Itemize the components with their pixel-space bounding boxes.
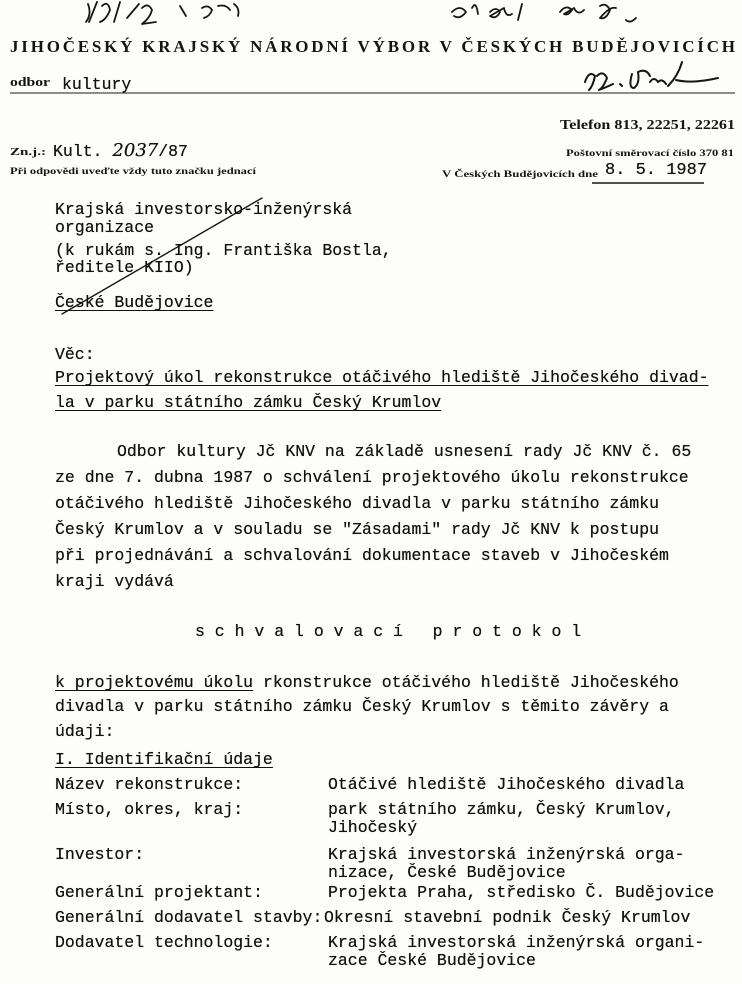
recipient-line: Krajská investorsko-inženýrská xyxy=(55,200,353,219)
ref-label: Zn.j.: xyxy=(10,147,46,158)
recipient-line: (k rukám s. Ing. Františka Bostla, xyxy=(55,241,392,260)
row-value: nizace, České Budějovice xyxy=(328,863,566,882)
intro-line: divadla v parku státního zámku Český Krumlov s těmito závěry a xyxy=(55,697,669,716)
intro-line: údaji: xyxy=(55,722,115,741)
intro-line-rest: rkonstrukce otáčivého hlediště Jihočeského xyxy=(253,673,679,692)
body-line: kraji vydává xyxy=(55,572,174,591)
telephone: Telefon 813, 22251, 22261 xyxy=(560,117,736,132)
recipient-line: organizace xyxy=(55,218,155,237)
body-line: při projednávání a schvalování dokumentace staveb v Jihočeském xyxy=(55,546,669,565)
row-value: Otáčivé hlediště Jihočeského divadla xyxy=(328,775,685,794)
protocol-title: s c h v a l o v a c í p r o t o k o l xyxy=(195,622,582,641)
row-label: Generální dodavatel stavby: xyxy=(55,908,323,927)
subject-line: Projektový úkol rekonstrukce otáčivého hlediště Jihočeského divad- xyxy=(55,368,709,387)
row-value: Krajská investorská inženýrská organi- xyxy=(328,933,705,952)
row-label: Název rekonstrukce: xyxy=(55,775,244,794)
ref-note: Při odpovědi uveďte vždy tuto značku jednací xyxy=(10,166,257,176)
postal-code: Poštovní směrovací číslo 370 81 xyxy=(566,148,735,158)
row-value: Okresní stavební podnik Český Krumlov xyxy=(324,908,691,927)
department-name: kultury xyxy=(62,75,132,94)
intro-underlined: k projektovému úkolu xyxy=(55,673,254,692)
row-value: Krajská investorská inženýrská orga- xyxy=(328,845,685,864)
body-line: Český Krumlov a v souladu se "Zásadami" rady Jč KNV k postupu xyxy=(55,520,659,539)
body-line: otáčivého hlediště Jihočeského divadla v parku státního zámku xyxy=(55,494,659,513)
recipient-line: ředitele KIIO) xyxy=(55,258,194,277)
letter-date: 8. 5. 1987 xyxy=(605,161,708,180)
subject-label: Věc: xyxy=(55,345,95,364)
ref-suffix: /87 xyxy=(158,142,188,161)
department-label: odbor xyxy=(10,74,51,89)
row-label: Generální projektant: xyxy=(55,883,263,902)
ref-number-handwritten: 2037 xyxy=(112,140,159,161)
intro-line xyxy=(55,673,679,693)
row-label: Dodavatel technologie: xyxy=(55,933,273,952)
row-label: Investor: xyxy=(55,845,145,864)
body-line: Odbor kultury Jč KNV na základě usnesení rady Jč KNV č. 65 xyxy=(117,442,692,461)
handwritten-note-top-left xyxy=(86,2,239,24)
section-heading: I. Identifikační údaje xyxy=(55,750,273,769)
row-value: Jihočeský xyxy=(328,818,418,837)
reference-number xyxy=(53,141,188,162)
recipient-city: České Budějovice xyxy=(55,293,214,312)
row-label: Místo, okres, kraj: xyxy=(55,800,244,819)
row-value: Projekta Praha, středisko Č. Budějovice xyxy=(328,883,715,902)
ref-prefix: Kult. xyxy=(53,142,113,161)
signature xyxy=(585,62,718,90)
row-value: park státního zámku, Český Krumlov, xyxy=(328,800,675,819)
body-line: ze dne 7. dubna 1987 o schválení projektového úkolu rekonstrukce xyxy=(55,468,689,487)
place-date-label: V Českých Budějovicích dne xyxy=(442,169,598,179)
handwritten-note-top-right xyxy=(452,4,636,22)
authority-heading: JIHOČESKÝ KRAJSKÝ NÁRODNÍ VÝBOR V ČESKÝCH BUDĚJOVICÍCH xyxy=(10,37,735,56)
row-value: zace České Budějovice xyxy=(328,951,536,970)
subject-line: la v parku státního zámku Český Krumlov xyxy=(55,393,442,412)
